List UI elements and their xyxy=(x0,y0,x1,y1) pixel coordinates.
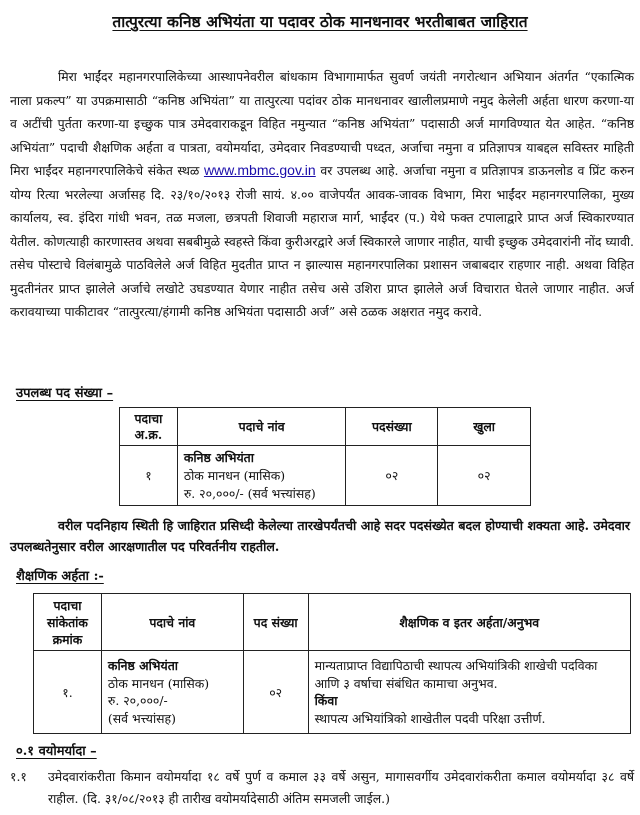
code-no: १. xyxy=(34,651,102,734)
table-row xyxy=(120,446,531,506)
post-salary: रु. २०,०००/- xyxy=(107,693,168,708)
post-name: कनिष्ठ अभियंता xyxy=(107,658,178,673)
intro-paragraph xyxy=(10,65,634,324)
post-no: १ xyxy=(120,446,178,506)
post-open: ०२ xyxy=(438,446,531,506)
header-post-name: पदाचे नांव xyxy=(177,408,346,446)
age-limit-item xyxy=(10,766,634,810)
qualification-degree: स्थापत्य अभियांत्रिको शाखेतील पदवी परिक्षा उत्तीर्ण. xyxy=(314,710,546,726)
age-section-heading: ०.१ वयोमर्यादा – xyxy=(16,744,97,759)
age-item-number: १.१ xyxy=(10,769,27,784)
header-qualification: शैक्षणिक व इतर अर्हता/अनुभव xyxy=(308,594,630,651)
post-salary-note: (सर्व भत्त्यांसह) xyxy=(107,710,176,726)
intro-text-continued: वर उपलब्ध आहे. अर्जाचा नमुना व प्रतिज्ञापत्र डाऊनलोड व प्रिंट करुन योग्य रित्या भरलेल्या अर्जासह दि. २३/१०/२०१३ रोजी सायं. ४.०० वाजेपर्यंत आवक-जावक विभाग, मिरा भाईंदर महानगरपालिका, मुख्य कार्यालय, स्व. इंदिरा गांधी भवन, तळ मजला, छत्रपती शिवाजी महाराज मार्ग, भाईंदर (प.) येथे फक्त टपालाद्वारे प्राप्त अर्ज स्विकारण्यात येतील. कोणत्याही कारणास्तव अथवा सबबीमुळे स्वहस्ते किंवा कुरीअरद्वारे अर्ज स्विकारले जाणार नाहीत, याची इच्छुक उमेदवारांनी नोंद घ्यावी. तसेच पोस्टाचे विलंबामुळे पाठविलेले अर्ज विहित मुदतीत प्राप्त न झाल्यास महानगरपालिका प्रशासन जबाबदार राहणार नाही. अथवा विहित मुदतीनंतर प्राप्त झालेले अर्जाचे लखोटे उघडण्यात येणार नाहीत तसेच असे उशिरा प्राप्त झालेले अर्ज विचारात घेतले जाणार नाहीत. अर्ज करावयाच्या पाकीटावर “तात्पुरत्या/हंगामी कनिष्ठ अभियंता पदासाठी अर्ज” असे ठळक अक्षरात नमुद करावे. xyxy=(10,163,634,319)
page-title: तात्पुरत्या कनिष्ठ अभियंता या पदावर ठोक मानधनावर भरतीबाबत जाहिरात xyxy=(112,12,528,31)
post-salary: रु. २०,०००/- (सर्व भत्त्यांसह) xyxy=(183,485,316,501)
header-open: खुला xyxy=(438,408,531,446)
header-post-count: पद संख्या xyxy=(243,594,308,651)
posts-table-header xyxy=(120,408,531,446)
qualification-table xyxy=(33,593,631,734)
post-count: ०२ xyxy=(346,446,438,506)
website-link[interactable]: www.mbmc.gov.in xyxy=(203,162,316,178)
availability-note: वरील पदनिहाय स्थिती हि जाहिरात प्रसिध्दी केलेल्या तारखेपर्यंतची आहे सदर पदसंख्येत बदल होण्याची शक्यता आहे. उमेदवार उपलब्धतेनुसार वरील आरक्षणातील पद परिवर्तनीय राहतील. xyxy=(10,518,630,554)
qualification-table-header xyxy=(34,594,631,651)
edu-section-heading: शैक्षणिक अर्हता :- xyxy=(16,569,104,584)
qualification-diploma: मान्यताप्राप्त विद्यापिठाची स्थापत्य अभियांत्रिकी शाखेची पदविका आणि ३ वर्षाचा संबंधित कामाचा अनुभव. xyxy=(314,658,598,691)
posts-table xyxy=(119,407,531,506)
post-basis: ठोक मानधन (मासिक) xyxy=(107,675,210,691)
post-count: ०२ xyxy=(243,651,308,734)
intro-text: मिरा भाईंदर महानगरपालिकेच्या आस्थापनेवरील बांधकाम विभागामार्फत सुवर्ण जयंती नगरोत्थान अभियान अंतर्गत “एकात्मिक नाला प्रकल्प” या उपक्रमासाठी “कनिष्ठ अभियंता” या तात्पुरत्या पदांवर ठोक मानधनावर खालीलप्रमाणे नमुद केलेली अर्हता धारण करणा-या व अटींची पुर्तता करणा-या इच्छुक पात्र उमेदवाराकडून विहित नमुन्यात “कनिष्ठ अभियंता” पदासाठी अर्ज मागविण्यात येत आहेत. “कनिष्ठ अभियंता” पदाची शैक्षणिक अर्हता व पात्रता, वयोमर्यादा, उमेदवार निवडण्याची पध्दत, अर्जाचा नमुना व प्रतिज्ञापत्र याबद्दल सविस्तर माहिती मिरा भाईंदर महानगरपालिकेचे संकेत स्थळ xyxy=(10,69,634,178)
header-post-name: पदाचे नांव xyxy=(101,594,243,651)
post-name-cell xyxy=(101,651,243,734)
age-item-text: उमेदवारांकरीता किमान वयोमर्यादा १८ वर्षे पुर्ण व कमाल ३३ वर्षे असुन, मागासवर्गीय उमेदवारांकरीता कमाल वयोमर्यादा ३८ वर्षे राहील. (दि. ३१/०८/२०१३ ही तारीख वयोमर्यादेसाठी अंतिम समजली जाईल.) xyxy=(48,769,634,806)
table-row xyxy=(34,651,631,734)
post-name-cell xyxy=(177,446,346,506)
header-code-no: पदाचा सांकेतांक क्रमांक xyxy=(34,594,102,651)
header-post-count: पदसंख्या xyxy=(346,408,438,446)
post-name: कनिष्ठ अभियंता xyxy=(183,449,254,465)
posts-section-heading: उपलब्ध पद संख्या – xyxy=(16,386,114,401)
qualification-or: किंवा xyxy=(314,693,338,708)
qualification-cell xyxy=(308,651,630,734)
post-basis: ठोक मानधन (मासिक) xyxy=(183,467,286,483)
header-post-no: पदाचा अ.क्र. xyxy=(120,408,178,446)
